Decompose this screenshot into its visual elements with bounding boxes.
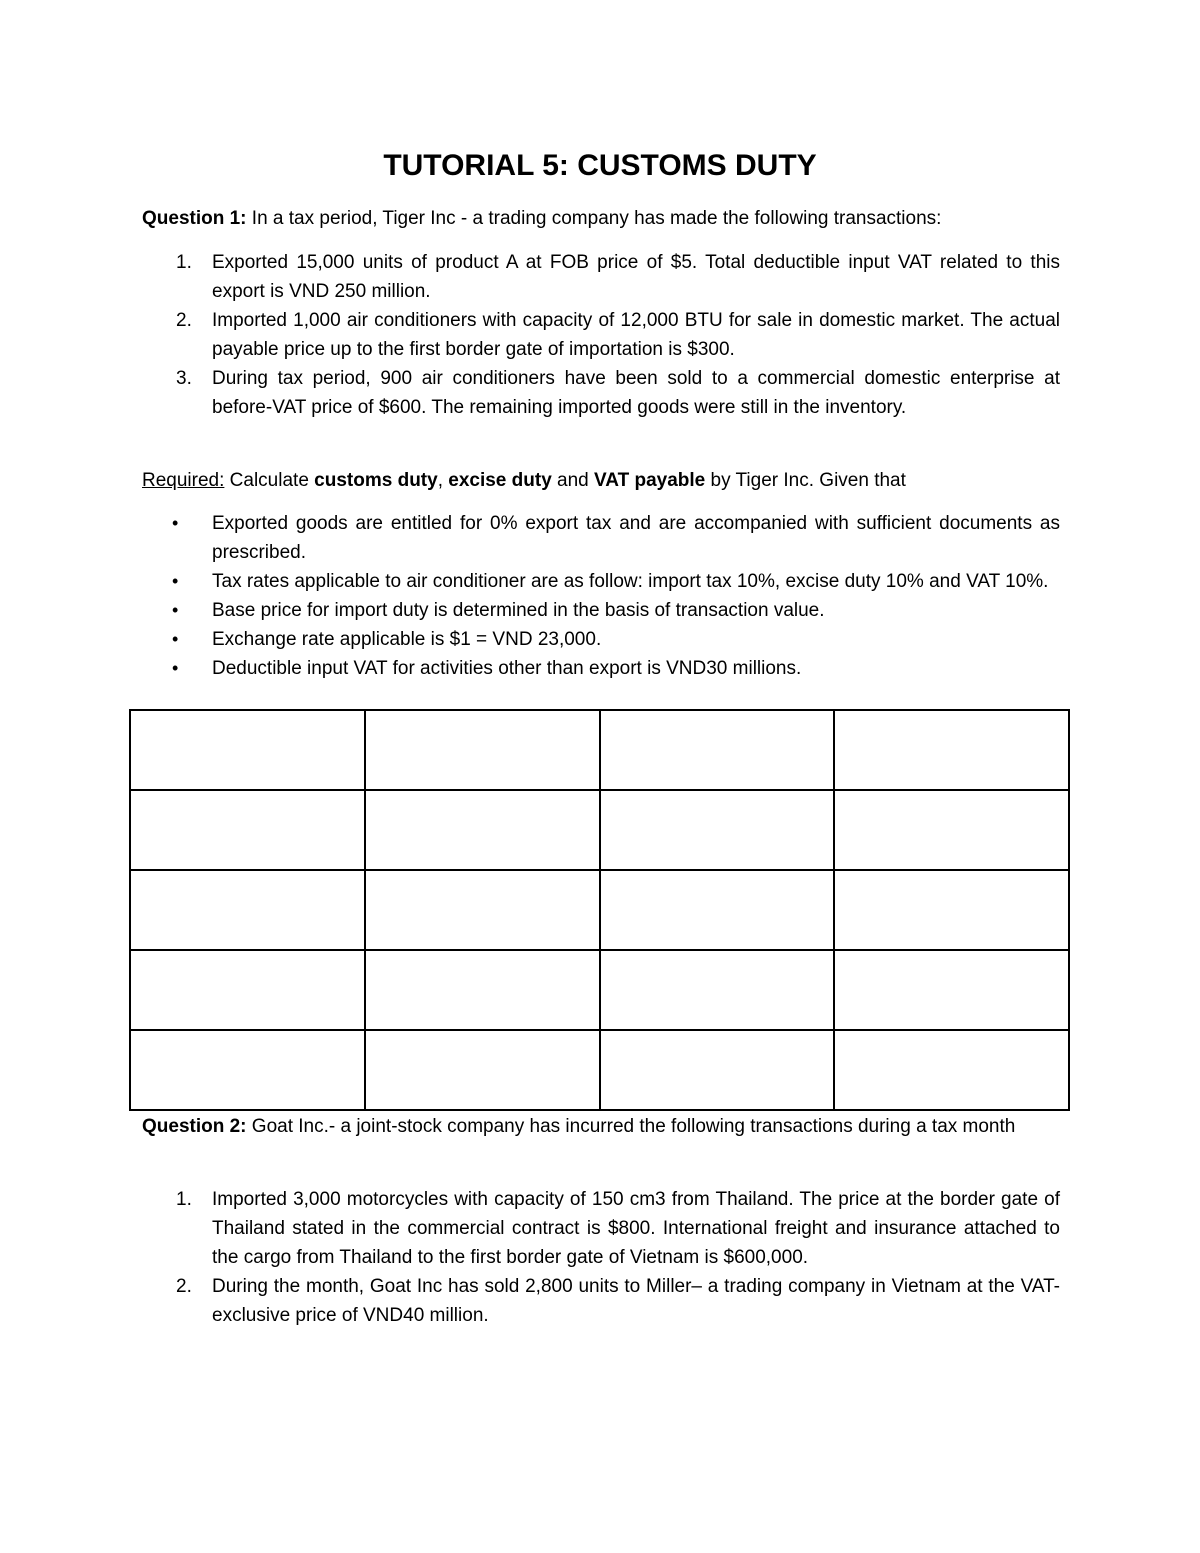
list-item [142,306,1060,364]
table-cell [600,1030,835,1110]
table-cell [600,950,835,1030]
required-term: excise duty [448,470,552,491]
table-cell [834,710,1069,790]
list-item [142,364,1060,422]
bullet-icon: • [172,658,179,678]
table-cell [600,870,835,950]
table-cell [600,790,835,870]
table-cell [365,790,600,870]
list-marker: 1. [176,1189,192,1210]
table-row [130,950,1069,1030]
question-1-intro [142,204,1062,233]
table-cell [834,1030,1069,1110]
table-cell [130,870,365,950]
list-marker: 2. [176,1276,192,1297]
list-item-text: During tax period, 900 air conditioners have been sold to a commercial domestic enterprise at before-VAT price of $600. The remaining imported goods were still in the inventory. [212,368,1060,418]
required-term: VAT payable [594,470,706,491]
table-cell [365,1030,600,1110]
table-row [130,790,1069,870]
question-2-label: Question 2: [142,1116,247,1137]
list-item-text: Base price for import duty is determined in the basis of transaction value. [212,600,825,621]
table-cell [834,950,1069,1030]
question-2-intro [142,1112,1062,1141]
bullet-icon: • [172,600,179,620]
list-item [142,654,1060,683]
list-item-text: During the month, Goat Inc has sold 2,800 units to Miller– a trading company in Vietnam at the VAT-exclusive price of VND40 million. [212,1276,1060,1326]
question-1-transactions [142,248,1060,422]
table-cell [834,790,1069,870]
table-row [130,1030,1069,1110]
list-item-text: Imported 3,000 motorcycles with capacity of 150 cm3 from Thailand. The price at the border gate of Thailand stated in the commercial contract is $800. International freight and insurance attached to the cargo from Thailand to the first border gate of Vietnam is $600,000. [212,1189,1060,1268]
list-item [142,1185,1060,1272]
required-text: by Tiger Inc. Given that [705,470,906,491]
list-marker: 1. [176,252,192,273]
required-label: Required: [142,470,225,491]
list-item-text: Deductible input VAT for activities other than export is VND30 millions. [212,658,802,679]
question-2-text: Goat Inc.- a joint-stock company has incurred the following transactions during a tax month [246,1116,1016,1137]
question-1-text: In a tax period, Tiger Inc - a trading company has made the following transactions: [246,208,942,229]
table-cell [834,870,1069,950]
list-item-text: Exchange rate applicable is $1 = VND 23,000. [212,629,602,650]
table-row [130,710,1069,790]
list-item-text: Tax rates applicable to air conditioner are as follow: import tax 10%, excise duty 10% and VAT 10%. [212,571,1049,592]
bullet-icon: • [172,513,179,533]
required-term: customs duty [314,470,438,491]
question-1-label: Question 1: [142,208,247,229]
list-item [142,596,1060,625]
list-marker: 3. [176,368,192,389]
page-title: TUTORIAL 5: CUSTOMS DUTY [383,149,817,182]
list-item [142,625,1060,654]
answer-table [129,709,1070,1111]
bullet-icon: • [172,629,179,649]
required-text: Calculate [224,470,315,491]
list-item [142,248,1060,306]
list-item [142,509,1060,567]
table-cell [130,950,365,1030]
required-statement [142,466,1062,495]
list-item-text: Exported 15,000 units of product A at FOB price of $5. Total deductible input VAT related to this export is VND 250 million. [212,252,1060,302]
table-row [130,870,1069,950]
bullet-icon: • [172,571,179,591]
list-item-text: Imported 1,000 air conditioners with capacity of 12,000 BTU for sale in domestic market. The actual payable price up to the first border gate of importation is $300. [212,310,1060,360]
required-text: and [551,470,595,491]
list-item-text: Exported goods are entitled for 0% export tax and are accompanied with sufficient documents as prescribed. [212,513,1060,563]
table-cell [130,710,365,790]
table-cell [600,710,835,790]
list-item [142,1272,1060,1330]
question-2-transactions [142,1185,1060,1330]
table-cell [365,870,600,950]
table-cell [130,1030,365,1110]
table-cell [130,790,365,870]
table-cell [365,710,600,790]
list-item [142,567,1060,596]
given-conditions [142,509,1060,683]
required-text: , [437,470,449,491]
table-cell [365,950,600,1030]
list-marker: 2. [176,310,192,331]
